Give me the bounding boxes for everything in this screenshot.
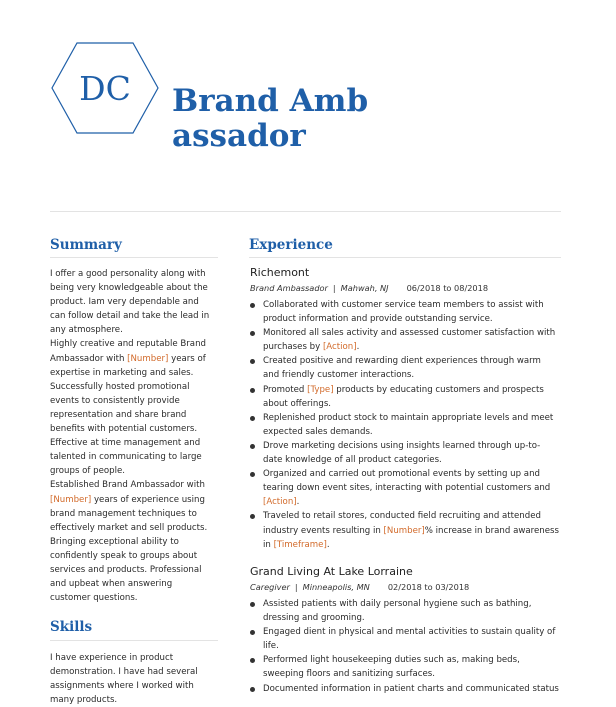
placeholder-token: [Action] xyxy=(322,342,357,353)
monogram-initials: DC xyxy=(79,68,131,108)
job-dates: 02/2018 to 03/2018 xyxy=(387,582,470,592)
placeholder-token: [Number] xyxy=(383,525,425,536)
summary-divider xyxy=(50,257,218,258)
job-bullet: Documented information in patient charts and communicated status xyxy=(249,682,559,696)
placeholder-token: [Type] xyxy=(307,384,334,395)
meta-separator: | xyxy=(294,582,298,592)
job-company: Grand Living At Lake Lorraine xyxy=(250,565,413,578)
summary-heading: Summary xyxy=(50,237,122,253)
experience-divider xyxy=(249,257,561,258)
experience-heading: Experience xyxy=(249,237,333,253)
bullet-dot-icon xyxy=(250,303,255,308)
skills-text: I have experience in product demonstration. I have had several assignments where I worked with many products. xyxy=(50,653,198,706)
placeholder-token: [Action] xyxy=(263,497,297,508)
job-position: Brand Ambassador xyxy=(250,283,328,293)
placeholder-token: [Timeframe] xyxy=(273,539,327,550)
skills-divider xyxy=(50,640,218,641)
job-company: Richemont xyxy=(250,266,310,279)
bullet-dot-icon xyxy=(250,514,255,519)
bullet-dot-icon xyxy=(250,444,255,449)
placeholder-token: [Number] xyxy=(127,353,169,364)
bullet-dot-icon xyxy=(250,388,255,393)
bullet-dot-icon xyxy=(250,416,255,421)
job-bullet: Monitored all sales activity and assessed customer satisfaction with purchases by [Action]. xyxy=(249,326,559,354)
job-meta xyxy=(250,582,469,592)
header-divider xyxy=(50,211,561,212)
job-position: Caregiver xyxy=(250,582,290,592)
meta-separator: | xyxy=(332,283,336,293)
job-bullet: Replenished product stock to maintain appropriate levels and meet expected sales demands. xyxy=(249,411,559,439)
placeholder-token: [Number] xyxy=(50,494,92,505)
summary-text xyxy=(50,267,215,605)
job-bullet: Traveled to retail stores, conducted field recruiting and attended industry events resulting in [Number]% increase in brand awareness in [Timeframe]. xyxy=(249,509,559,551)
job-dates: 06/2018 to 08/2018 xyxy=(406,283,489,293)
job-bullet-list xyxy=(249,597,559,696)
skills-heading: Skills xyxy=(50,619,93,635)
bullet-dot-icon xyxy=(250,331,255,336)
job-bullet: Assisted patients with daily personal hygiene such as bathing, dressing and grooming. xyxy=(249,597,559,625)
job-bullet: Promoted [Type] products by educating customers and prospects about offerings. xyxy=(249,383,559,411)
job-bullet: Engaged dient in physical and mental activities to sustain quality of life. xyxy=(249,625,559,653)
bullet-dot-icon xyxy=(250,602,255,607)
summary-paragraph: Highly creative and reputable Brand Ambassador with [Number] years of expertise in marketing and sales. Successfully hosted promotional events to consistently provide representation and share brand benefits with potential customers. Effective at time management and talented in communicating to large groups of people. xyxy=(50,339,206,477)
bullet-dot-icon xyxy=(250,472,255,477)
job-meta xyxy=(250,283,488,293)
skills-section xyxy=(50,651,215,707)
bullet-dot-icon xyxy=(250,630,255,635)
job-bullet: Organized and carried out promotional events by setting up and tearing down event sites, interacting with potential customers and [Action]. xyxy=(249,467,559,509)
summary-paragraph: Established Brand Ambassador with [Number] years of experience using brand management techniques to effectively market and sell products. Bringing exceptional ability to confidently speak to groups about services and products. Professional and upbeat when answering customer questions. xyxy=(50,480,208,604)
job-bullet-list xyxy=(249,298,559,552)
job-location: Minneapolis, MN xyxy=(302,582,370,592)
monogram-logo xyxy=(51,42,159,134)
bullet-dot-icon xyxy=(250,687,255,692)
job-bullet: Created positive and rewarding dient experiences through warm and friendly customer interactions. xyxy=(249,354,559,382)
bullet-dot-icon xyxy=(250,658,255,663)
job-bullet: Drove marketing decisions using insights learned through up-to-date knowledge of all product categories. xyxy=(249,439,559,467)
resume-title: Brand Ambassador xyxy=(172,83,369,154)
job-bullet: Collaborated with customer service team members to assist with product information and provide outstanding service. xyxy=(249,298,559,326)
summary-paragraph: I offer a good personality along with being very knowledgeable about the product. Iam very dependable and can follow detail and take the lead in any atmosphere. xyxy=(50,269,210,336)
bullet-dot-icon xyxy=(250,359,255,364)
job-bullet: Performed light housekeeping duties such as, making beds, sweeping floors and sanitizing surfaces. xyxy=(249,653,559,681)
job-location: Mahwah, NJ xyxy=(340,283,389,293)
